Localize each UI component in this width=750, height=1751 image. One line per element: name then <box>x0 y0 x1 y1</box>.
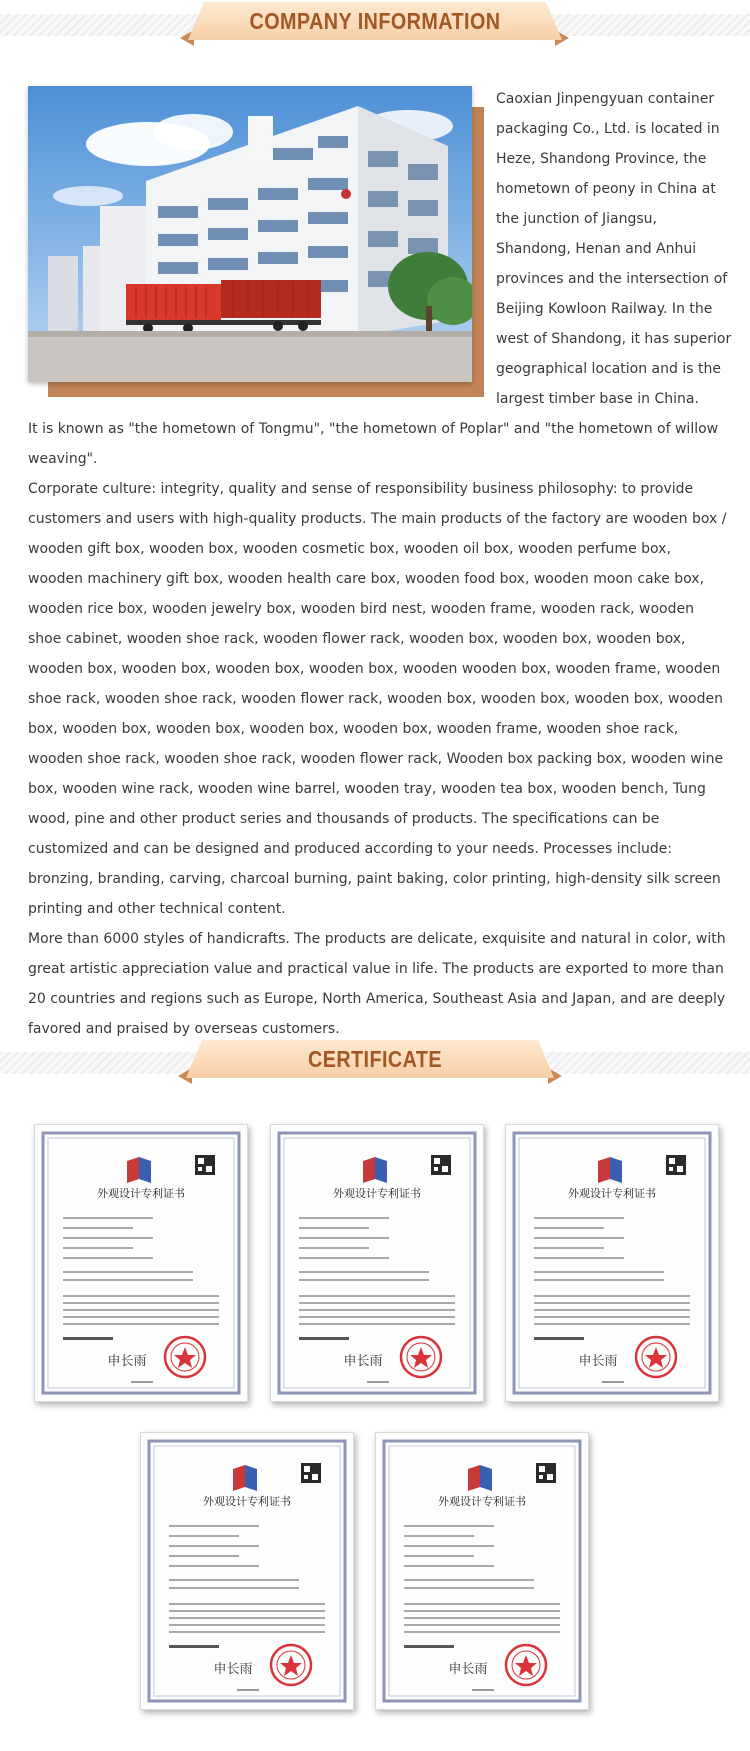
patent-emblem-icon <box>598 1157 610 1183</box>
company-info-title: COMPANY INFORMATION <box>249 8 501 34</box>
certificate-card <box>505 1124 719 1402</box>
certificate-text-lines <box>299 1217 455 1325</box>
certificate-banner <box>0 1038 750 1098</box>
patent-emblem-icon <box>127 1157 139 1183</box>
company-photo <box>28 86 472 382</box>
certificate-text-lines <box>63 1217 219 1325</box>
certificate-text-lines <box>169 1525 325 1633</box>
certificate-card <box>375 1432 589 1710</box>
certificate-heading: 外观设计专利证书 <box>568 1187 656 1200</box>
patent-certificate-image <box>35 1125 247 1401</box>
certificate-footer-line <box>237 1689 259 1691</box>
certificate-signature: 申长雨 <box>578 1354 618 1369</box>
qr-code-icon <box>195 1155 215 1175</box>
certificate-signature: 申长雨 <box>107 1354 147 1369</box>
certificate-footer-line <box>131 1381 153 1383</box>
patent-certificate-image <box>376 1433 588 1709</box>
certificate-barcode <box>299 1337 349 1340</box>
company-intro-text: Caoxian Jinpengyuan container packaging Co., Ltd. is located in Heze, Shandong Province, the hometown of peony in China at the junction of Jiangsu, Shandong, Henan and Anhui provinces and the intersection of Beijing Kowloon Railway. In the west of Shandong, it has superior geographical location and is the largest timber base in China. <box>496 91 732 407</box>
qr-code-icon <box>301 1463 321 1483</box>
certificate-text-lines <box>534 1217 690 1325</box>
company-paragraph-hometown: It is known as "the hometown of Tongmu", "the hometown of Poplar" and "the hometown of willow weaving". <box>28 421 719 467</box>
company-info-banner <box>0 0 750 60</box>
certificate-card <box>34 1124 248 1402</box>
certificate-footer-line <box>472 1689 494 1691</box>
qr-code-icon <box>666 1155 686 1175</box>
certificate-barcode <box>169 1645 219 1648</box>
certificate-barcode <box>63 1337 113 1340</box>
certificate-heading: 外观设计专利证书 <box>438 1495 526 1508</box>
patent-emblem-icon <box>233 1465 245 1491</box>
certificate-heading: 外观设计专利证书 <box>333 1187 421 1200</box>
certificate-signature: 申长雨 <box>448 1662 488 1677</box>
certificate-barcode <box>404 1645 454 1648</box>
certificate-heading: 外观设计专利证书 <box>203 1495 291 1508</box>
certificate-barcode <box>534 1337 584 1340</box>
company-building-image <box>28 86 472 382</box>
patent-emblem-icon <box>468 1465 480 1491</box>
patent-certificate-image <box>141 1433 353 1709</box>
patent-emblem-icon <box>363 1157 375 1183</box>
company-paragraph-culture: Corporate culture: integrity, quality and sense of responsibility business philosophy: to provide customers and users with high-quality products. The main products of the factory are wooden box / wooden gift box, wooden box, wooden cosmetic box, wooden oil box, wooden perfume box, wooden machinery gift box, wooden health care box, wooden food box, wooden moon cake box, wooden rice box, wooden jewelry box, wooden bird nest, wooden frame, wooden rack, wooden shoe cabinet, wooden shoe rack, wooden flower rack, wooden box, wooden box, wooden box, wooden box, wooden box, wooden box, wooden box, wooden wooden box, wooden frame, wooden shoe rack, wooden shoe rack, wooden flower rack, wooden box, wooden box, wooden box, wooden box, wooden box, wooden box, wooden box, wooden box, wooden frame, wooden shoe rack, wooden shoe rack, wooden shoe rack, wooden flower rack, Wooden box packing box, wooden wine box, wooden wine rack, wooden wine barrel, wooden tray, wooden tea box, wooden bench, Tung wood, pine and other product series and thousands of products. The specifications can be customized and can be designed and produced according to your needs. Processes include: bronzing, branding, carving, charcoal burning, paint baking, color printing, high-density silk screen printing and other technical content. <box>28 481 727 917</box>
certificate-card <box>140 1432 354 1710</box>
company-paragraph-export: More than 6000 styles of handicrafts. The products are delicate, exquisite and natural in color, with great artistic appreciation value and practical value in life. The products are exported to more than 20 countries and regions such as Europe, North America, Southeast Asia and Japan, and are deeply favored and praised by overseas customers. <box>28 931 726 1037</box>
qr-code-icon <box>536 1463 556 1483</box>
certificate-footer-line <box>367 1381 389 1383</box>
certificate-heading: 外观设计专利证书 <box>97 1187 185 1200</box>
certificate-signature: 申长雨 <box>343 1354 383 1369</box>
certificate-text-lines <box>404 1525 560 1633</box>
certificate-footer-line <box>602 1381 624 1383</box>
certificate-signature: 申长雨 <box>213 1662 253 1677</box>
qr-code-icon <box>431 1155 451 1175</box>
company-description <box>28 414 728 1044</box>
certificate-title: CERTIFICATE <box>307 1046 443 1072</box>
patent-certificate-image <box>271 1125 483 1401</box>
certificate-card <box>270 1124 484 1402</box>
patent-certificate-image <box>506 1125 718 1401</box>
